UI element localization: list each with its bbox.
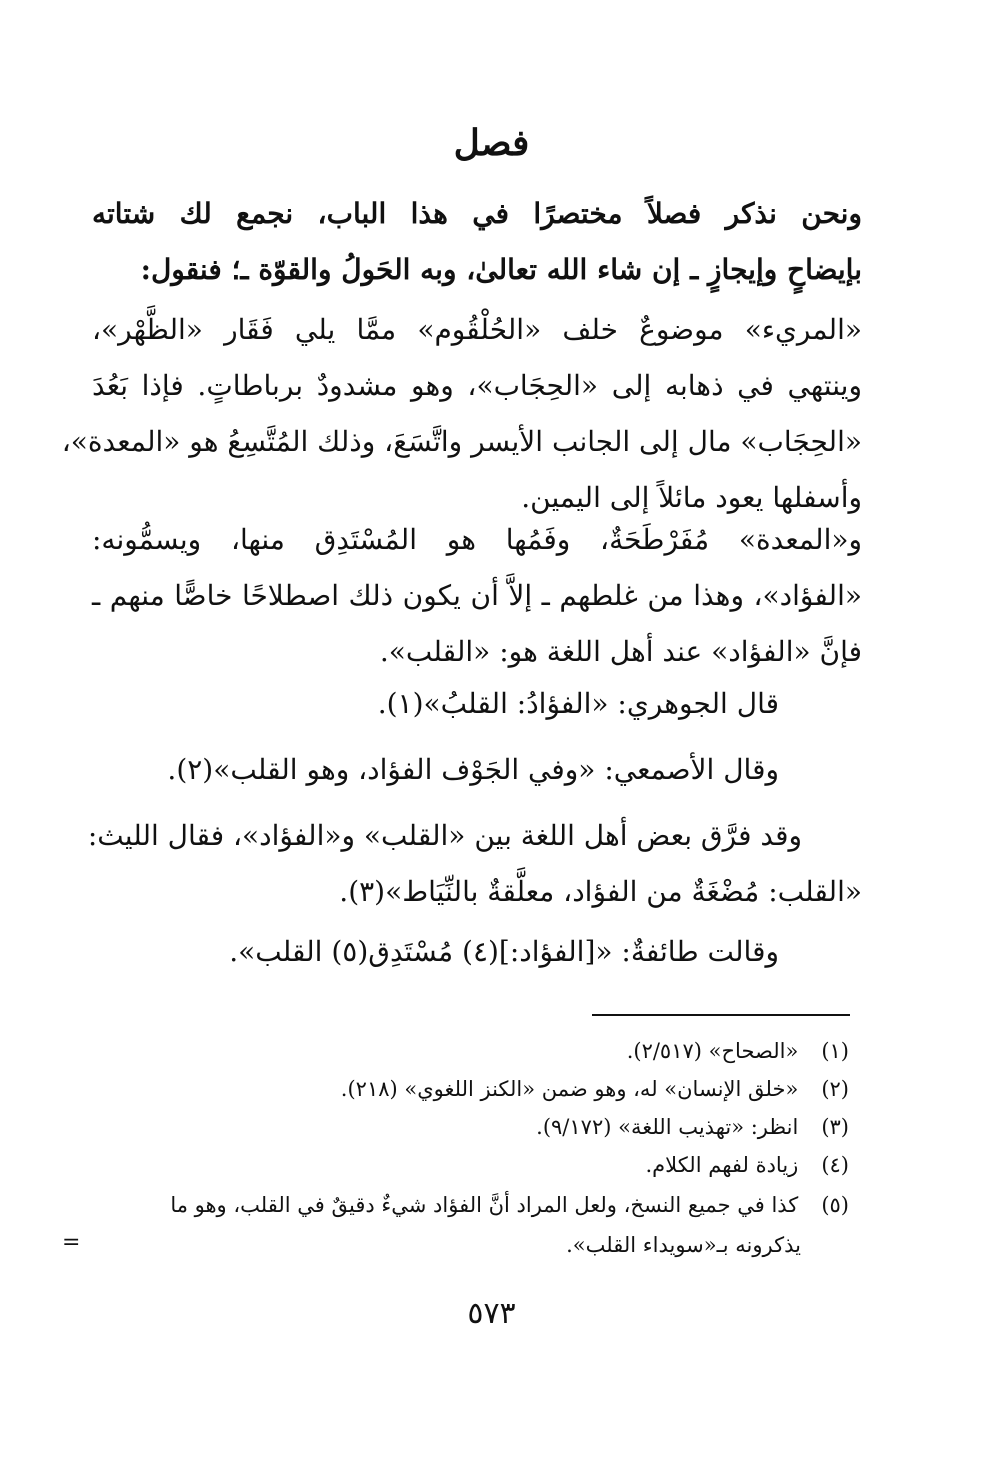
footnote-text: «الصحاح» (٢/٥١٧). <box>626 1039 799 1063</box>
footnote-text: انظر: «تهذيب اللغة» (٩/١٧٢). <box>536 1115 799 1139</box>
paragraph-line: «الفؤاد»، وهذا من غلطهم ـ إلاَّ أن يكون ذلك اصطلاحًا خاصًّا منهم ـ <box>92 579 862 612</box>
footnote-number: (٥) <box>821 1193 849 1217</box>
footnote-number: (١) <box>821 1039 849 1063</box>
footnote-4 <box>646 1150 850 1180</box>
intro-paragraph <box>92 186 862 298</box>
footnote-number: (٤) <box>821 1153 849 1177</box>
footnote-number: (٣) <box>821 1115 849 1139</box>
footnote-5 <box>170 1190 849 1220</box>
paragraph-line: وأسفلها يعود مائلاً إلى اليمين. <box>521 481 862 514</box>
intro-line: ونحن نذكر فصلاً مختصرًا في هذا الباب، نجمع لك شتاته <box>92 197 862 230</box>
paragraph-line: «الحِجَاب» مال إلى الجانب الأيسر واتَّسَعَ، وذلك المُتَّسِعُ هو «المعدة»، <box>61 425 862 458</box>
footnote-1 <box>627 1036 849 1066</box>
quote-asmai: وقال الأصمعي: «وفي الجَوْف الفؤاد، وهو القلب»(٢). <box>167 753 779 786</box>
paragraph-esophagus <box>61 302 862 526</box>
paragraph-distinction <box>87 808 862 920</box>
paragraph-line: «القلب: مُضْغَةٌ من الفؤاد، معلَّقةٌ بالنِّيَاط»(٣). <box>339 875 862 908</box>
footnote-number: (٢) <box>821 1077 849 1101</box>
page-number: ٥٧٣ <box>467 1296 516 1331</box>
quote-jawhari: قال الجوهري: «الفؤادُ: القلبُ»(١). <box>377 687 779 720</box>
paragraph-line: وينتهي في ذهابه إلى «الحِجَاب»، وهو مشدودٌ برباطاتٍ. فإذا بَعُدَ <box>92 369 862 402</box>
paragraph-line: «المريء» موضوعٌ خلف «الحُلْقُوم» ممَّا يلي فَقَار «الظَّهْر»، <box>92 313 862 346</box>
section-heading: فصل <box>453 122 530 164</box>
footnote-text: «خلق الإنسان» له، وهو ضمن «الكنز اللغوي» (٢١٨). <box>340 1077 799 1101</box>
continuation-mark: = <box>62 1230 81 1255</box>
paragraph-line: فإنَّ «الفؤاد» عند أهل اللغة هو: «القلب». <box>379 635 862 668</box>
footnote-2 <box>341 1074 849 1104</box>
quote-taifa: وقالت طائفةٌ: «[الفؤاد:](٤) مُسْتَدِق(٥) القلب». <box>229 935 779 968</box>
paragraph-stomach <box>92 512 862 680</box>
footnote-3 <box>536 1112 849 1142</box>
paragraph-line: و«المعدة» مُفَرْطَحَةٌ، وفَمُها هو المُسْتَدِق منها، ويسمُّونه: <box>92 523 862 556</box>
paragraph-line: وقد فرَّق بعض أهل اللغة بين «القلب» و«الفؤاد»، فقال الليث: <box>87 819 802 852</box>
footnote-divider <box>592 1014 850 1016</box>
footnote-text: كذا في جميع النسخ، ولعل المراد أنَّ الفؤاد شيءٌ دقيقٌ في القلب، وهو ما <box>170 1193 799 1217</box>
footnote-text: زيادة لفهم الكلام. <box>645 1153 799 1177</box>
footnote-5-continuation: يذكرونه بـ«سويداء القلب». <box>566 1233 801 1257</box>
intro-line: بإيضاحٍ وإيجازٍ ـ إن شاء الله تعالىٰ، وبه الحَولُ والقوّة ـ؛ فنقول: <box>140 253 862 286</box>
